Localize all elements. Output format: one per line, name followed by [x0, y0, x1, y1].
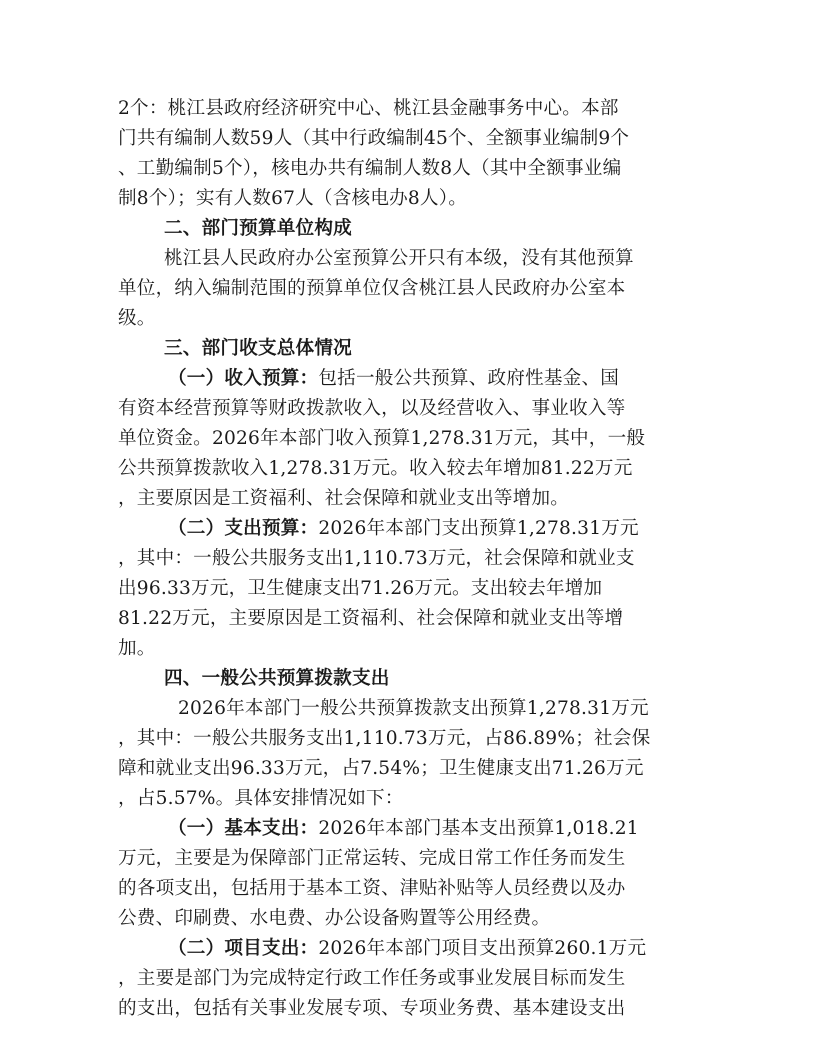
- subsection-text: 包括一般公共预算、政府性基金、国: [318, 368, 620, 389]
- body-line: 公共预算拨款收入1,278.31万元。收入较去年增加81.22万元: [118, 458, 633, 479]
- body-line: 制8个）；实有人数67人（含核电办8人）。: [118, 188, 468, 209]
- body-line: 门共有编制人数59人（其中行政编制45个、全额事业编制9个: [118, 128, 630, 149]
- subsection-income-line: [118, 364, 704, 394]
- body-line: 加。: [118, 638, 156, 659]
- body-line: 、工勤编制5个），核电办共有编制人数8人（其中全额事业编: [118, 158, 622, 179]
- body-line: 81.22万元，主要原因是工资福利、社会保障和就业支出等增: [118, 608, 624, 629]
- body-line: ，其中：一般公共服务支出1,110.73万元，占86.89%；社会保: [118, 728, 651, 749]
- subsection-label: （一）基本支出：: [168, 818, 319, 839]
- body-line: 2026年本部门一般公共预算拨款支出预算1,278.31万元: [178, 698, 649, 719]
- section-heading-2: 二、部门预算单位构成: [164, 218, 352, 239]
- body-line: 级。: [118, 308, 156, 329]
- body-line: ，主要原因是工资福利、社会保障和就业支出等增加。: [118, 488, 570, 509]
- body-line: 的各项支出，包括用于基本工资、津贴补贴等人员经费以及办: [118, 878, 626, 899]
- body-line: ，占5.57%。具体安排情况如下：: [118, 788, 404, 809]
- subsection-project-line: [118, 934, 704, 964]
- body-line: 万元，主要是为保障部门正常运转、完成日常工作任务而发生: [118, 848, 626, 869]
- body-line: 桃江县人民政府办公室预算公开只有本级，没有其他预算: [164, 248, 634, 269]
- section-heading-3: 三、部门收支总体情况: [164, 338, 352, 359]
- subsection-text: 2026年本部门项目支出预算260.1万元: [318, 938, 647, 959]
- body-line: 障和就业支出96.33万元，占7.54%；卫生健康支出71.26万元: [118, 758, 644, 779]
- body-line: ，其中：一般公共服务支出1,110.73万元，社会保障和就业支: [118, 548, 635, 569]
- body-line: 公费、印刷费、水电费、办公设备购置等公用经费。: [118, 908, 551, 929]
- subsection-text: 2026年本部门基本支出预算1,018.21: [318, 818, 639, 839]
- document-page: [118, 94, 704, 1024]
- body-line: 单位，纳入编制范围的预算单位仅含桃江县人民政府办公室本: [118, 278, 626, 299]
- body-line: 出96.33万元，卫生健康支出71.26万元。支出较去年增加: [118, 578, 603, 599]
- body-line: 有资本经营预算等财政拨款收入，以及经营收入、事业收入等: [118, 398, 626, 419]
- subsection-text: 2026年本部门支出预算1,278.31万元: [318, 518, 639, 539]
- body-line: 2个：桃江县政府经济研究中心、桃江县金融事务中心。本部: [118, 98, 619, 119]
- body-line: 单位资金。2026年本部门收入预算1,278.31万元，其中，一般: [118, 428, 646, 449]
- subsection-expense-line: [118, 514, 704, 544]
- section-heading-4: 四、一般公共预算拨款支出: [164, 668, 390, 689]
- subsection-basic-line: [118, 814, 704, 844]
- body-line: ，主要是部门为完成特定行政工作任务或事业发展目标而发生: [118, 968, 626, 989]
- subsection-label: （二）支出预算：: [168, 518, 319, 539]
- subsection-label: （二）项目支出：: [168, 938, 319, 959]
- subsection-label: （一）收入预算：: [168, 368, 319, 389]
- body-line: 的支出，包括有关事业发展专项、专项业务费、基本建设支出: [118, 998, 626, 1019]
